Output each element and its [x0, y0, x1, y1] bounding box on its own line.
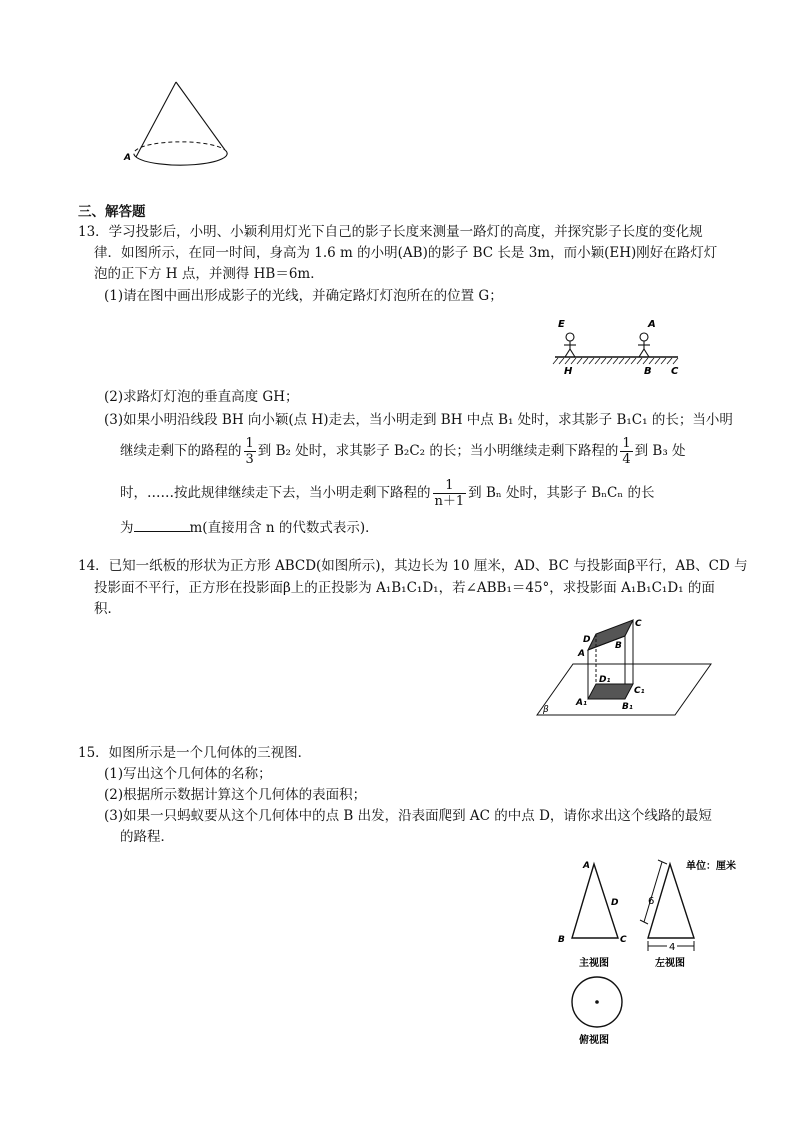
left-view-label: 左视图: [655, 958, 685, 969]
top-view-label: 俯视图: [579, 1035, 609, 1046]
q15-sub1: (1)写出这个几何体的名称；: [104, 766, 272, 782]
q14-line2: 投影面不平行，正方形在投影面β上的正投影为 A₁B₁C₁D₁，若∠ABB₁＝45°，求投影面 A₁B₁C₁D₁ 的面: [94, 580, 715, 596]
q13-sub3-line2: [120, 432, 686, 470]
q13-sub3-line2a: 继续走剩下的路程的: [120, 443, 242, 459]
cone-label-a: A: [124, 153, 131, 163]
q14-label-b: B: [615, 641, 622, 651]
q14-label-c: C: [635, 619, 642, 629]
q13-label-h: H: [564, 366, 573, 377]
front-view-label: 主视图: [579, 958, 609, 969]
q13-label-c: C: [671, 366, 679, 377]
q13-sub3-line4b: m(直接用含 n 的代数式表示)．: [189, 520, 379, 536]
q14-label-d1: D₁: [599, 675, 611, 685]
q13-label-e: E: [558, 319, 565, 330]
dim-slant-6: 6: [648, 896, 655, 907]
q14-label-a: A: [578, 649, 585, 659]
q14-label-d: D: [583, 635, 591, 645]
q13-sub3-line2c: 到 B₃ 处: [634, 443, 686, 459]
section-title: 三、解答题: [78, 204, 146, 220]
q13-line2: 律．如图所示，在同一时间，身高为 1.6 m 的小明(AB)的影子 BC 长是 3m，而小颖(EH)刚好在路灯灯: [94, 245, 718, 261]
q13-label-a: A: [648, 319, 656, 330]
q13-line3: 泡的正下方 H 点，并测得 HB＝6m．: [94, 266, 324, 282]
q14-label-beta: β: [543, 705, 549, 715]
q13-line1: 13．学习投影后，小明、小颖利用灯光下自己的影子长度来测量一路灯的高度，并探究影子长度的变化规: [78, 224, 703, 240]
q13-sub3-line2b: 到 B₂ 处时，求其影子 B₂C₂ 的长；当小明继续走剩下路程的: [257, 443, 619, 459]
dim-base-4: 4: [669, 942, 676, 953]
q15-label-a: A: [583, 861, 590, 871]
q14-line3: 积．: [94, 601, 121, 617]
q13-sub3-line1: (3)如果小明沿线段 BH 向小颖(点 H)走去，当小明走到 BH 中点 B₁ 处时，求其影子 B₁C₁ 的长；当小明: [104, 412, 733, 428]
answer-blank[interactable]: [134, 517, 190, 532]
cone-figure: [120, 80, 240, 175]
fraction-one-third: $\frac{1}{3}$: [245, 436, 254, 467]
q13-sub3-line3b: 到 Bₙ 处时，其影子 BₙCₙ 的长: [468, 485, 655, 501]
q13-sub2: (2)求路灯灯泡的垂直高度 GH；: [104, 389, 299, 405]
q14-label-b1: B₁: [622, 702, 633, 712]
q13-sub3-line4a: 为: [120, 520, 134, 536]
unit-label: 单位：厘米: [686, 861, 736, 872]
q15-sub3-line1: (3)如果一只蚂蚁要从这个几何体中的点 B 出发，沿表面爬到 AC 的中点 D，请你求出这个线路的最短: [104, 808, 712, 824]
q14-label-c1: C₁: [634, 686, 645, 696]
q13-sub3-line4: [120, 517, 379, 537]
q14-line1: 14．已知一纸板的形状为正方形 ABCD(如图所示)，其边长为 10 厘米，AD、BC 与投影面β平行，AB、CD 与: [78, 558, 748, 574]
q14-label-a1: A₁: [576, 698, 587, 708]
q13-sub3-line3: [120, 474, 655, 512]
q15-label-d: D: [611, 898, 619, 908]
q15-label-c: C: [620, 935, 627, 945]
fraction-one-fourth: $\frac{1}{4}$: [622, 436, 631, 467]
q15-three-views-figure: [552, 852, 747, 1052]
q15-sub3-line2: 的路程．: [120, 829, 174, 845]
q15-label-b: B: [558, 935, 565, 945]
q13-sub1: (1)请在图中画出形成影子的光线，并确定路灯灯泡所在的位置 G；: [104, 288, 503, 304]
q14-projection-figure: [533, 612, 713, 720]
q15-line1: 15．如图所示是一个几何体的三视图．: [78, 745, 312, 761]
q13-street-figure: [552, 315, 687, 377]
fraction-one-over-n-plus-one: $\frac{1}{n+1}$: [434, 478, 465, 509]
q13-sub3-line3a: 时，……按此规律继续走下去，当小明走剩下路程的: [120, 485, 431, 501]
q15-sub2: (2)根据所示数据计算这个几何体的表面积；: [104, 787, 367, 803]
q13-label-b: B: [644, 366, 652, 377]
